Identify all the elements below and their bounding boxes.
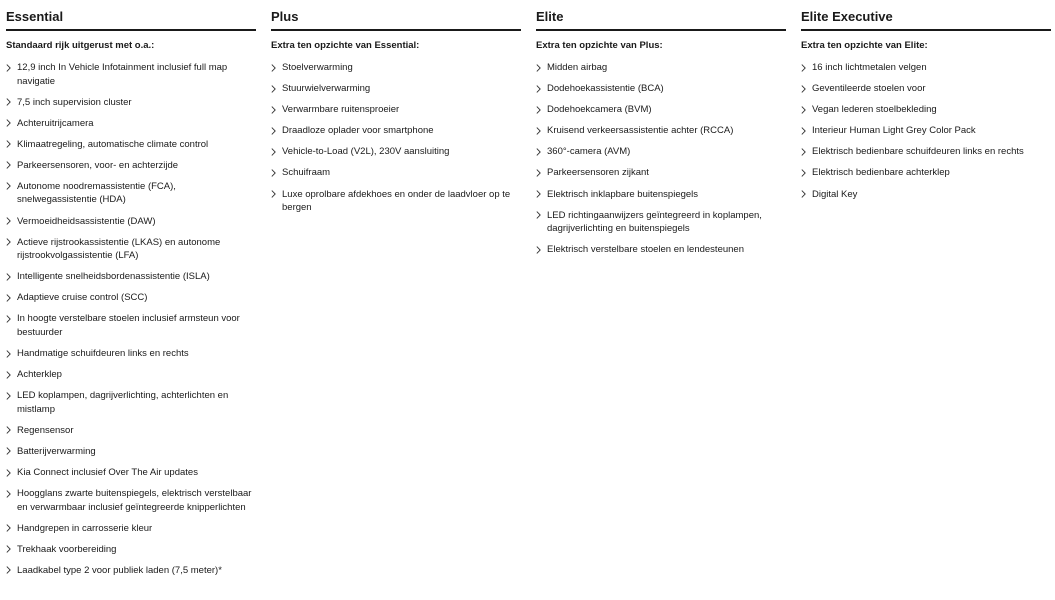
feature-item <box>536 82 786 96</box>
column-subtitle: Extra ten opzichte van Elite: <box>801 40 928 51</box>
feature-list <box>801 61 1051 201</box>
feature-label: Verwarmbare ruitensproeier <box>282 104 400 116</box>
feature-label: Handmatige schuifdeuren links en rechts <box>17 348 189 360</box>
chevron-right-icon <box>536 82 544 95</box>
feature-item <box>536 103 786 117</box>
chevron-right-icon <box>6 117 14 130</box>
feature-label: Batterijverwarming <box>17 445 96 457</box>
feature-item <box>536 188 786 202</box>
chevron-right-icon <box>536 209 544 222</box>
feature-item <box>6 424 256 438</box>
feature-label: Autonome noodremassistentie (FCA), snelwegassistentie (HDA) <box>17 180 176 206</box>
feature-label: Klimaatregeling, automatische climate control <box>17 138 209 150</box>
trim-comparison <box>6 0 1052 585</box>
feature-item <box>6 180 256 207</box>
feature-label: Regensensor <box>17 424 74 436</box>
feature-label: Digital Key <box>812 188 858 200</box>
feature-item <box>271 145 521 159</box>
feature-label: Elektrisch bedienbare schuifdeuren links en rechts <box>812 146 1024 158</box>
feature-item <box>6 543 256 557</box>
chevron-right-icon <box>536 124 544 137</box>
feature-item <box>801 188 1051 202</box>
chevron-right-icon <box>536 61 544 74</box>
feature-label: Trekhaak voorbereiding <box>17 543 117 555</box>
chevron-right-icon <box>536 145 544 158</box>
chevron-right-icon <box>801 166 809 179</box>
feature-label: Vermoeidheidsassistentie (DAW) <box>17 215 156 227</box>
chevron-right-icon <box>6 487 14 500</box>
feature-label: Dodehoekcamera (BVM) <box>547 104 652 116</box>
feature-label: Achterklep <box>17 369 62 381</box>
chevron-right-icon <box>6 347 14 360</box>
chevron-right-icon <box>801 124 809 137</box>
feature-item <box>271 103 521 117</box>
column-plus <box>271 0 521 585</box>
feature-label: Draadloze oplader voor smartphone <box>282 125 434 137</box>
feature-label: Stuurwielverwarming <box>282 83 371 95</box>
column-essential <box>6 0 256 585</box>
feature-item <box>6 236 256 263</box>
chevron-right-icon <box>6 180 14 193</box>
feature-label: LED koplampen, dagrijverlichting, achterlichten en mistlamp <box>17 390 229 415</box>
column-elite <box>536 0 786 585</box>
chevron-right-icon <box>6 312 14 325</box>
feature-item <box>536 61 786 75</box>
feature-item <box>6 564 256 578</box>
feature-label: Interieur Human Light Grey Color Pack <box>812 125 976 137</box>
chevron-right-icon <box>271 124 279 137</box>
feature-item <box>6 291 256 305</box>
feature-label: Stoelverwarming <box>282 62 353 73</box>
column-subtitle: Extra ten opzichte van Plus: <box>536 40 663 51</box>
feature-list <box>6 61 256 577</box>
feature-label: 360°-camera (AVM) <box>547 146 631 158</box>
feature-item <box>271 124 521 138</box>
feature-label: Schuifraam <box>282 167 331 179</box>
chevron-right-icon <box>6 159 14 172</box>
feature-label: 16 inch lichtmetalen velgen <box>812 62 927 73</box>
feature-item <box>536 145 786 159</box>
feature-item <box>6 389 256 416</box>
feature-label: In hoogte verstelbare stoelen inclusief armsteun voor bestuurder <box>17 313 240 338</box>
feature-item <box>801 166 1051 180</box>
feature-label: 7,5 inch supervision cluster <box>17 96 132 108</box>
feature-label: Intelligente snelheidsbordenassistentie (ISLA) <box>17 271 210 283</box>
column-title: Essential <box>6 0 256 31</box>
feature-label: Adaptieve cruise control (SCC) <box>17 292 148 304</box>
feature-label: Elektrisch inklapbare buitenspiegels <box>547 188 699 200</box>
chevron-right-icon <box>6 138 14 151</box>
chevron-right-icon <box>6 368 14 381</box>
column-subtitle: Extra ten opzichte van Essential: <box>271 40 420 51</box>
column-title: Plus <box>271 0 521 31</box>
feature-label: Vehicle-to-Load (V2L), 230V aansluiting <box>282 146 450 158</box>
feature-item <box>6 117 256 131</box>
feature-label: Kruisend verkeersassistentie achter (RCCA) <box>547 125 734 137</box>
feature-item <box>6 312 256 339</box>
feature-item <box>801 103 1051 117</box>
feature-label: Hoogglans zwarte buitenspiegels, elektrisch verstelbaar en verwarmbaar inclusief geïntegreerde knipperlichten <box>17 488 252 513</box>
feature-item <box>6 138 256 152</box>
chevron-right-icon <box>6 96 14 109</box>
chevron-right-icon <box>536 243 544 256</box>
chevron-right-icon <box>6 215 14 228</box>
column-elite-executive <box>801 0 1051 585</box>
feature-item <box>536 166 786 180</box>
feature-item <box>536 243 786 257</box>
feature-label: 12,9 inch In Vehicle Infotainment inclusief full map navigatie <box>17 62 228 87</box>
chevron-right-icon <box>6 236 14 249</box>
chevron-right-icon <box>801 188 809 201</box>
feature-label: Achteruitrijcamera <box>17 117 94 129</box>
feature-label: Handgrepen in carrosserie kleur <box>17 522 153 534</box>
chevron-right-icon <box>536 188 544 201</box>
feature-item <box>271 61 521 75</box>
chevron-right-icon <box>6 389 14 402</box>
feature-item <box>6 215 256 229</box>
chevron-right-icon <box>271 145 279 158</box>
chevron-right-icon <box>801 82 809 95</box>
feature-item <box>6 270 256 284</box>
chevron-right-icon <box>6 522 14 535</box>
feature-item <box>6 445 256 459</box>
feature-label: Geventileerde stoelen voor <box>812 83 926 95</box>
chevron-right-icon <box>6 466 14 479</box>
feature-label: Elektrisch verstelbare stoelen en lendesteunen <box>547 244 744 256</box>
chevron-right-icon <box>271 61 279 74</box>
feature-label: Laadkabel type 2 voor publiek laden (7,5 meter)* <box>17 564 222 576</box>
feature-label: LED richtingaanwijzers geïntegreerd in koplampen, dagrijverlichting en buitenspiegels <box>547 209 762 235</box>
chevron-right-icon <box>271 166 279 179</box>
chevron-right-icon <box>271 82 279 95</box>
chevron-right-icon <box>6 61 14 74</box>
chevron-right-icon <box>801 145 809 158</box>
feature-label: Vegan lederen stoelbekleding <box>812 104 937 116</box>
feature-item <box>801 124 1051 138</box>
feature-label: Dodehoekassistentie (BCA) <box>547 83 664 95</box>
feature-item <box>6 466 256 480</box>
chevron-right-icon <box>6 445 14 458</box>
chevron-right-icon <box>6 564 14 577</box>
feature-item <box>271 82 521 96</box>
feature-label: Luxe oprolbare afdekhoes en onder de laadvloer op te bergen <box>282 188 511 214</box>
feature-item <box>6 96 256 110</box>
feature-list <box>536 61 786 257</box>
feature-item <box>6 347 256 361</box>
feature-list <box>271 61 521 215</box>
feature-item <box>6 61 256 88</box>
feature-item <box>271 166 521 180</box>
feature-label: Parkeersensoren, voor- en achterzijde <box>17 159 179 171</box>
feature-label: Kia Connect inclusief Over The Air updates <box>17 467 198 478</box>
feature-item <box>801 61 1051 75</box>
feature-item <box>6 159 256 173</box>
feature-item <box>271 188 521 215</box>
feature-item <box>801 82 1051 96</box>
chevron-right-icon <box>6 543 14 556</box>
feature-label: Midden airbag <box>547 62 608 73</box>
chevron-right-icon <box>536 103 544 116</box>
chevron-right-icon <box>801 103 809 116</box>
feature-label: Parkeersensoren zijkant <box>547 167 649 179</box>
column-title: Elite Executive <box>801 0 1051 31</box>
feature-item <box>6 522 256 536</box>
feature-item <box>536 124 786 138</box>
feature-item <box>6 368 256 382</box>
chevron-right-icon <box>801 61 809 74</box>
chevron-right-icon <box>6 270 14 283</box>
chevron-right-icon <box>536 166 544 179</box>
chevron-right-icon <box>271 188 279 201</box>
feature-item <box>6 487 256 514</box>
feature-label: Actieve rijstrookassistentie (LKAS) en autonome rijstrookvolgassistentie (LFA) <box>17 236 221 262</box>
chevron-right-icon <box>6 424 14 437</box>
feature-label: Elektrisch bedienbare achterklep <box>812 167 950 179</box>
column-title: Elite <box>536 0 786 31</box>
chevron-right-icon <box>6 291 14 304</box>
feature-item <box>536 209 786 236</box>
column-subtitle: Standaard rijk uitgerust met o.a.: <box>6 40 155 51</box>
chevron-right-icon <box>271 103 279 116</box>
feature-item <box>801 145 1051 159</box>
